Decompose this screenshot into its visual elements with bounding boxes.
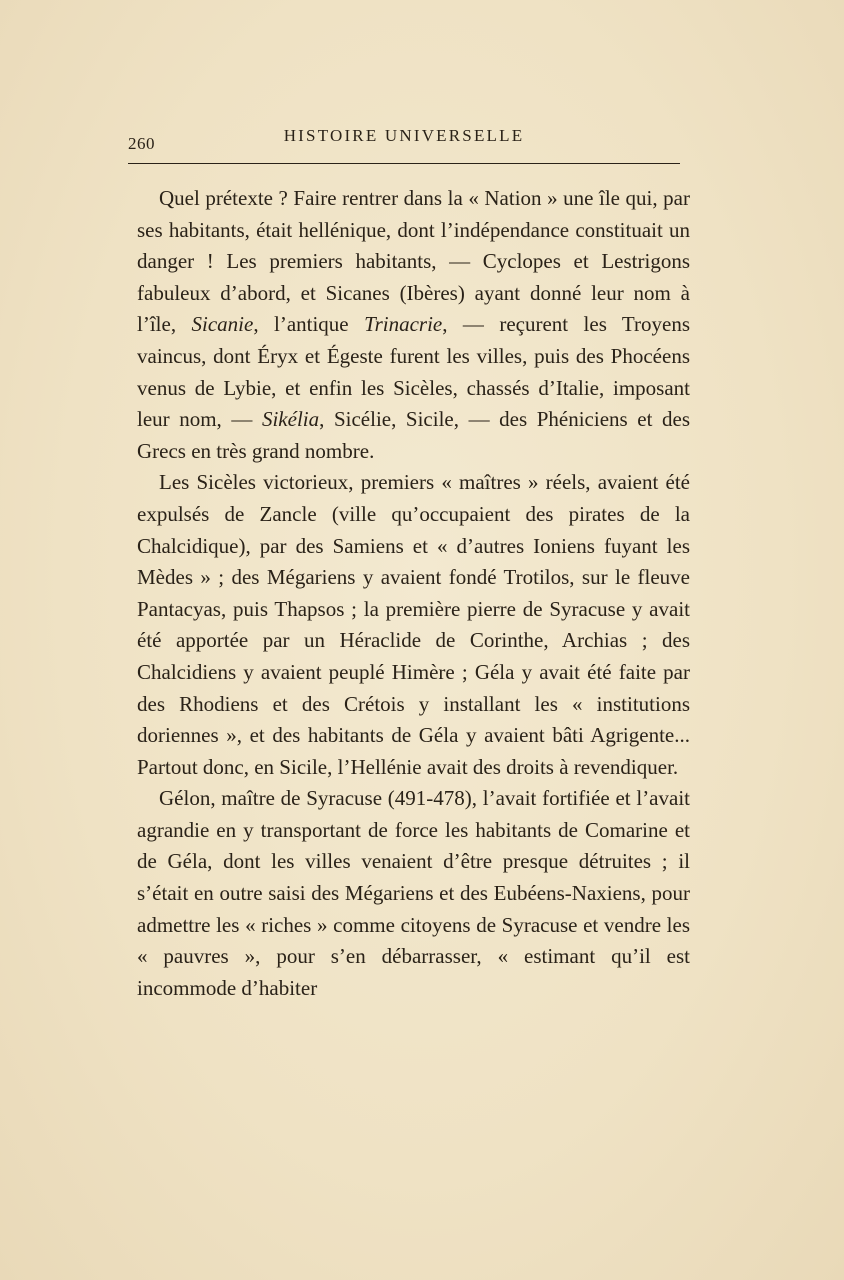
text-segment: Gélon, maître de Syracuse (491-478), l’avait fortifiée et l’avait agrandie en y transportant de force les habitants de Comarine et de Géla, dont les villes venaient d’être presque détruites ; il s’était en outre saisi des Mégariens et des Eubéens-Naxiens, pour admettre les « riches » comme citoyens de Syracuse et vendre les « pauvres », pour s’en débarrasser, « estimant qu’il est incommode d’habiter [137, 786, 690, 1000]
paragraph [137, 467, 690, 783]
text-segment: Quel prétexte ? Faire rentrer dans la « Nation » une île qui, par ses habitants, était hellénique, dont l’indépendance constituait un danger ! Les premiers habitants, — Cyclopes et Lestrigons fabuleux d’abord, et Sicanes (Ibères) ayant donné leur nom à l’île, [137, 186, 690, 337]
header-rule [128, 163, 680, 164]
italic-term: Sikélia [261, 407, 320, 432]
text-segment: , Sicélie, Sicile, — des Phéniciens et des Grecs en très grand nombre. [137, 407, 691, 463]
body-text [137, 183, 690, 1004]
text-segment: , l’antique [253, 312, 365, 337]
page-number: 260 [128, 134, 155, 153]
italic-term: Trinacrie [364, 312, 443, 337]
text-segment: Les Sicèles victorieux, premiers « maîtres » réels, avaient été expulsés de Zancle (ville qu’occupaient des pirates de la Chalcidique), par des Samiens et « d’autres Ioniens fuyant les Mèdes » ; des Mégariens y avaient fondé Trotilos, sur le fleuve Pantacyas, puis Thapsos ; la première pierre de Syracuse y avait été apportée par un Héraclide de Corinthe, Archias ; des Chalcidiens y avaient peuplé Himère ; Géla y avait été faite par des Rhodiens et des Crétois y installant les « institutions doriennes », et des habitants de Géla y avaient bâti Agrigente... Partout donc, en Sicile, l’Hellénie avait des droits à revendiquer. [137, 470, 690, 779]
paragraph [137, 783, 690, 1004]
page-header [128, 126, 680, 160]
italic-term: Sicanie [191, 312, 254, 337]
paragraph [137, 183, 690, 467]
text-segment: , — reçurent les Troyens vaincus, dont Éryx et Égeste furent les villes, puis des Phocéens venus de Lybie, et enfin les Sicèles, chassés d’Italie, imposant leur nom, — [137, 312, 691, 432]
running-title: HISTOIRE UNIVERSELLE [283, 126, 525, 145]
